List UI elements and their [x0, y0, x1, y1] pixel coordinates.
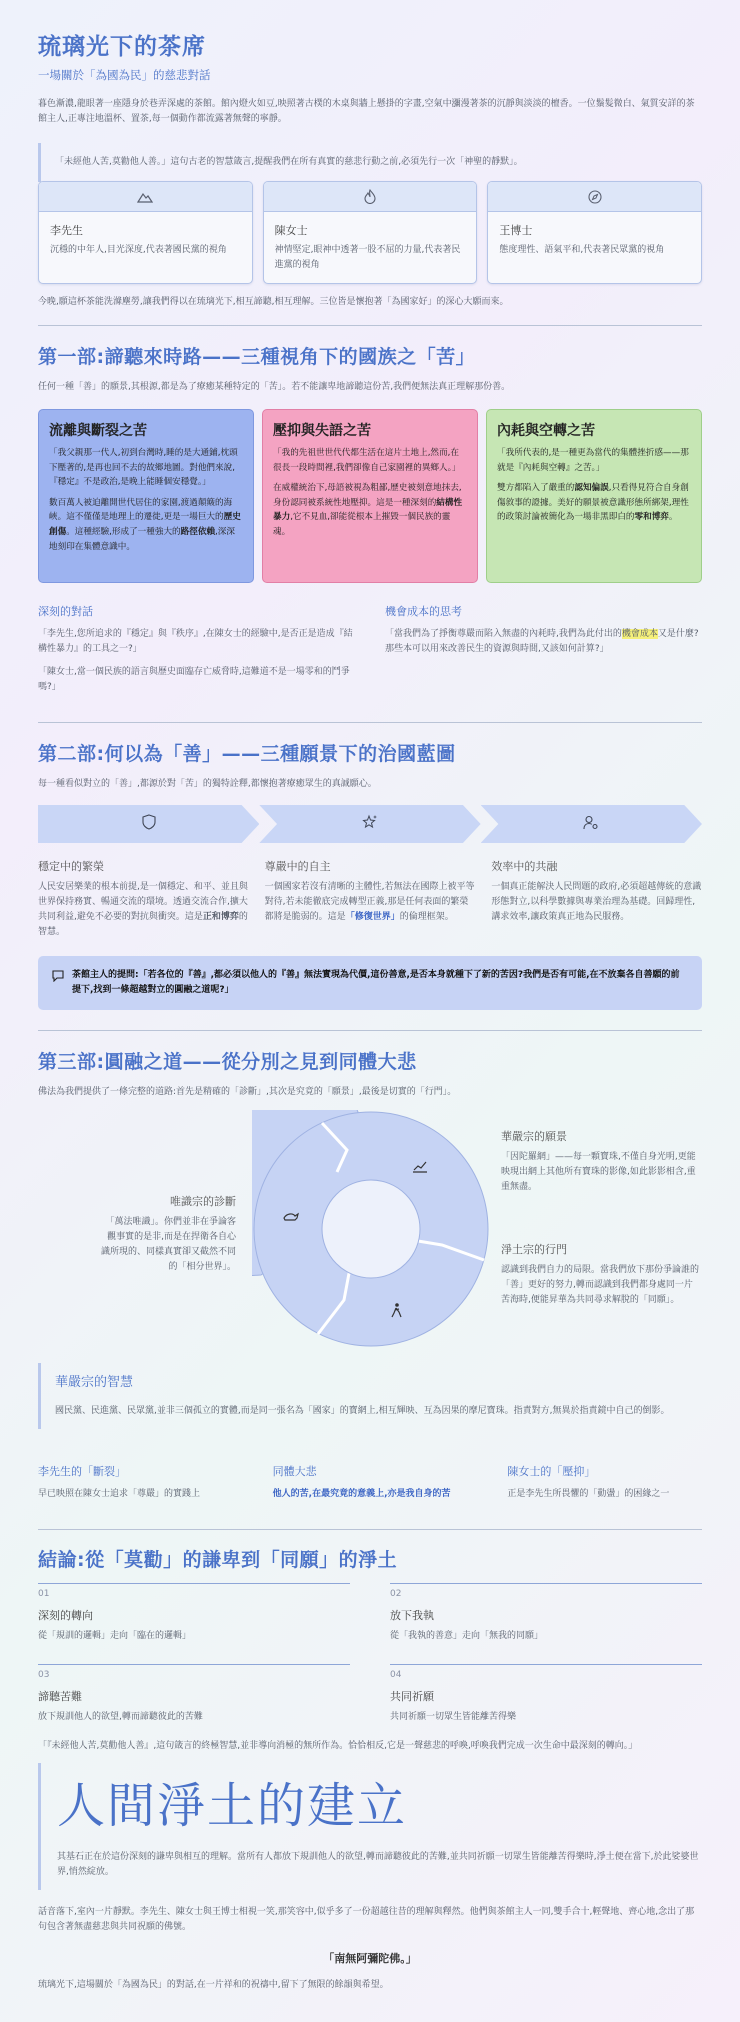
trio-text: 正是李先生所畏懼的「動盪」的困緣之一	[507, 1489, 670, 1499]
conclusion-quote: 「『未經他人苦,莫勸他人善』,這句箴言的終極智慧,並非導向消極的無所作為。恰恰相反,它是一聲慈悲的呼喚,呼喚我們完成一次生命中最深刻的轉向。」	[38, 1741, 638, 1751]
conclusion-item: 03 諦聽苦難 放下規訓他人的欲望,轉而諦聽彼此的苦難	[38, 1664, 350, 1725]
person-desc: 神情堅定,眼神中透著一股不屈的力量,代表著民進黨的視角	[274, 245, 461, 270]
suffering-card-2	[262, 409, 478, 583]
three-schools-ring	[252, 1110, 490, 1348]
shield-icon	[142, 814, 156, 834]
segment-text: 「因陀羅網」——每一顆寶珠,不僅自身光明,更能映現出網上其他所有寶珠的影像,如此影影相含,重重無盡。	[501, 1152, 696, 1192]
mountain-icon	[137, 191, 153, 203]
opening-quote: 「未經他人苦,莫勸他人善。」這句古老的智慧箴言,提醒我們在所有真實的慈悲行動之前,必須先行一次「神聖的靜默」。	[38, 143, 702, 182]
conclusion-title: 結論:從「莫勸」的謙卑到「同願」的淨土	[38, 1549, 398, 1571]
card-title: 流離與斷裂之苦	[49, 423, 147, 439]
people-cards	[38, 181, 702, 284]
header	[38, 28, 702, 182]
compass-icon	[588, 190, 602, 204]
suffering-cards	[38, 409, 702, 583]
segment-title: 淨土宗的行門	[501, 1243, 567, 1256]
vision-arrow-2	[259, 805, 480, 843]
conclusion-item: 02 放下我執 從「我執的善意」走向「無我的同願」	[390, 1583, 702, 1644]
vision-title: 效率中的共融	[491, 860, 558, 873]
segment-text: 「萬法唯識」。你們並非在爭論客觀事實的是非,而是在捍衛各自心識所現的、同樣真實卻又截然不同的「相分世界」。	[100, 1217, 236, 1272]
opportunity-text: 「當我們為了掙衡尊嚴而陷入無盡的內耗時,我們為此付出的機會成本又是什麼?那些本可以用來改善民生的資源與時間,又該如何計算?」	[385, 629, 699, 654]
conclusion-grid	[38, 1583, 702, 1725]
user-gear-icon	[583, 815, 599, 834]
host-question-callout	[38, 956, 702, 1010]
divider	[38, 1030, 702, 1031]
divider	[38, 325, 702, 326]
vision-col-2	[257, 850, 484, 939]
segment-title: 華嚴宗的願景	[501, 1130, 567, 1143]
divider	[38, 722, 702, 723]
part1-intro: 任何一種「善」的願景,其根源,都是為了療癒某種特定的「苦」。若不能讓卑地諦聽這份苦,我們便無法真正理解那份善。	[38, 382, 511, 392]
person-name: 李先生	[50, 224, 83, 237]
divider	[38, 1529, 702, 1530]
dialogue-columns	[38, 603, 702, 694]
suffering-card-1	[38, 409, 254, 583]
sparkle-star-icon	[362, 814, 378, 834]
part2-title: 第二部:何以為「善」——三種願景下的治國藍圖	[38, 743, 456, 765]
huayan-wisdom	[38, 1363, 702, 1429]
trio-item	[38, 1463, 233, 1502]
person-card-chen	[263, 181, 478, 284]
header-outro: 今晚,願這杯茶能洗滌塵勞,讓我們得以在琉璃光下,相互諦聽,相互理解。三位皆是懷抱著「為國家好」的深心大願而來。	[38, 297, 509, 307]
person-card-li	[38, 181, 253, 284]
card-quote: 「我父親那一代人,初到台灣時,睡的是大通鋪,枕頭下壓著的,是再也回不去的故鄉地圖。對他們來說,『穩定』不是政治,是晚上能睡個安穩覺。」	[49, 448, 238, 488]
wisdom-title: 華嚴宗的智慧	[55, 1375, 134, 1390]
person-name: 王博士	[499, 224, 533, 237]
suffering-card-3	[486, 409, 702, 583]
vision-text: 一個真正能解決人民問題的政府,必須超越傳統的意識形態對立,以科學數據與專業治理為基礎。回歸理性,講求效率,讓政策真正地為民服務。	[491, 882, 702, 922]
ring-hole	[322, 1180, 420, 1278]
wisdom-text: 國民黨、民進黨、民眾黨,並非三個孤立的實體,而是同一張名為「國家」的寶網上,相互輝映、互為因果的摩尼寶珠。指責對方,無異於指責鏡中自己的倒影。	[55, 1406, 670, 1416]
card-quote: 「我所代表的,是一種更為當代的集體挫折感——那就是『內耗與空轉』之苦。」	[497, 448, 689, 473]
trio-text: 早已映照在陳女士追求「尊嚴」的實踐上	[38, 1489, 201, 1499]
trio-columns	[38, 1463, 702, 1502]
final-line: 琉璃光下,這場關於「為國為民」的對話,在一片祥和的祝禱中,留下了無限的餘韻與希望。	[38, 1980, 389, 1990]
opportunity-label: 機會成本的思考	[385, 605, 462, 618]
dialogue-q1: 「李先生,您所追求的『穩定』與『秩序』,在陳女士的經驗中,是否正是造成『結構性暴力』的工具之一?」	[38, 629, 353, 654]
card-body: 雙方都陷入了嚴重的認知偏誤,只看得見符合自身創傷敘事的證據。美好的願景被意識形態所綁架,理性的政策討論被簡化為一場非黑即白的零和博弈。	[497, 483, 689, 523]
conclusion-item: 01 深刻的轉向 從「規訓的邏輯」走向「臨在的邏輯」	[38, 1583, 350, 1644]
trio-title: 李先生的「斷裂」	[38, 1465, 126, 1478]
vision-arrow-1	[38, 805, 259, 843]
trio-title: 同體大悲	[272, 1465, 317, 1478]
big-heading: 人間淨土的建立	[57, 1778, 408, 1834]
vision-title: 尊嚴中的自主	[264, 860, 331, 873]
part2-intro: 每一種看似對立的「善」,都源於對「苦」的獨特詮釋,都懷抱著療癒眾生的真誠願心。	[38, 779, 377, 789]
part3-title: 第三部:圓融之道——從分別之見到同體大悲	[38, 1051, 417, 1073]
person-name: 陳女士	[274, 224, 308, 237]
page-title: 琉璃光下的茶席	[38, 34, 206, 60]
dialogue-label: 深刻的對話	[38, 605, 93, 618]
segment-title: 唯識宗的診斷	[170, 1195, 236, 1208]
card-body: 數百萬人被迫離開世代居住的家園,渡過顛簸的海峽。這不僅僅是地理上的遷徙,更是一場巨大的歷史創傷。這種經驗,形成了一種強大的路徑依賴,深深地刻印在集體意識中。	[49, 497, 241, 552]
big-text: 其基石正在於這份深刻的謙卑與相互的理解。當所有人都放下規訓他人的欲望,轉而諦聽彼此的苦難,並共同祈願一切眾生皆能離苦得樂時,淨土便在當下,於此娑婆世界,悄然綻放。	[57, 1852, 699, 1877]
person-desc: 態度理性、語氣平和,代表著民眾黨的視角	[499, 245, 665, 255]
card-title: 壓抑與失語之苦	[273, 423, 371, 439]
person-desc: 沉穩的中年人,目光深度,代表著國民黨的視角	[50, 245, 227, 255]
pure-land-block	[38, 1763, 702, 1890]
trio-text: 他人的苦,在最究竟的意義上,亦是我自身的苦	[272, 1489, 451, 1499]
segment-right-bottom	[501, 1241, 701, 1308]
dialogue-q2: 「陳女士,當一個民族的語言與歷史面臨存亡威脅時,這難道不是一場零和的鬥爭嗎?」	[38, 666, 350, 692]
person-card-wang	[487, 181, 702, 284]
part1-title: 第一部:諦聽來時路——三種視角下的國族之「苦」	[38, 346, 476, 368]
trio-item	[507, 1463, 702, 1502]
host-question-text: 茶館主人的提問:「若各位的『善』,都必須以他人的『善』無法實現為代價,這份善意,是否本身就種下了新的苦因?我們是否有可能,在不放棄各自善願的前提下,找到一條超越對立的圓融之道呢?」	[72, 970, 680, 995]
flame-icon	[364, 189, 376, 204]
trio-item	[273, 1463, 468, 1502]
card-title: 內耗與空轉之苦	[497, 423, 595, 439]
card-body: 在威權統治下,母語被視為粗鄙,歷史被刻意地抹去,身份認同被系統性地壓抑。這是一種深刻的結構性暴力,它不見血,卻能從根本上摧毀一個民族的靈魂。	[273, 483, 463, 538]
segment-left	[100, 1193, 236, 1274]
amitabha-chant: 「南無阿彌陀佛。」	[323, 1952, 417, 1965]
page-subtitle: 一場關於「為國為民」的慈悲對話	[38, 68, 211, 82]
conclusion-item: 04 共同祈願 共同祈願一切眾生皆能離苦得樂	[390, 1664, 702, 1725]
vision-text: 人民安居樂業的根本前提,是一個穩定、和平、並且與世界保持務實、暢通交流的環境。透過交流合作,擴大共同利益,避免不必要的對抗與衝突。這是正和博弈的智慧。	[38, 882, 248, 937]
vision-arrow-3	[481, 805, 702, 843]
vision-title: 穩定中的繁榮	[38, 860, 104, 873]
vision-col-1	[30, 850, 257, 939]
trio-title: 陳女士的「壓抑」	[507, 1465, 596, 1478]
part3-intro: 佛法為我們提供了一條完整的道路:首先是精確的「診斷」,其次是究竟的「願景」,最後是切實的「行門」。	[38, 1087, 457, 1097]
closing-paragraph: 話音落下,室內一片靜默。李先生、陳女士與王博士相視一笑,那笑容中,似乎多了一份超越往昔的理解與釋然。他們與茶館主人一同,雙手合十,輕聲地、齊心地,念出了那句包含著無盡慈悲與共同祝願的佛號。	[38, 1907, 695, 1932]
card-quote: 「我的先祖世世代代都生活在這片土地上,然而,在很長一段時間裡,我們卻像自己家園裡的異鄉人。」	[273, 448, 461, 473]
vision-text: 一個國家若沒有清晰的主體性,若無法在國際上被平等對待,若未能徹底完成轉型正義,那是任何表面的繁榮都將是脆弱的。這是「修復世界」的倫理框架。	[264, 882, 475, 922]
chat-bubble-icon	[52, 970, 64, 998]
vision-columns	[30, 850, 710, 939]
intro-paragraph: 暮色漸濃,龍眼著一座隱身於巷弄深處的茶館。館內燈火如豆,映照著古樸的木桌與牆上懸掛的字畫,空氣中瀰漫著茶的沉靜與淡淡的檀香。一位鬚髮微白、氣質安詳的茶館主人,正專注地溫杯、置茶,每一個動作都流露著無聲的寧靜。	[38, 99, 695, 124]
segment-text: 認識到我們自力的局限。當我們放下那份爭論誰的「善」更好的努力,轉而認識到我們都身處同一片苦海時,便能昇華為共同尋求解脫的「同願」。	[501, 1265, 700, 1305]
vision-col-3	[483, 850, 710, 939]
segment-right-top	[501, 1128, 701, 1195]
vision-arrows	[38, 805, 702, 843]
